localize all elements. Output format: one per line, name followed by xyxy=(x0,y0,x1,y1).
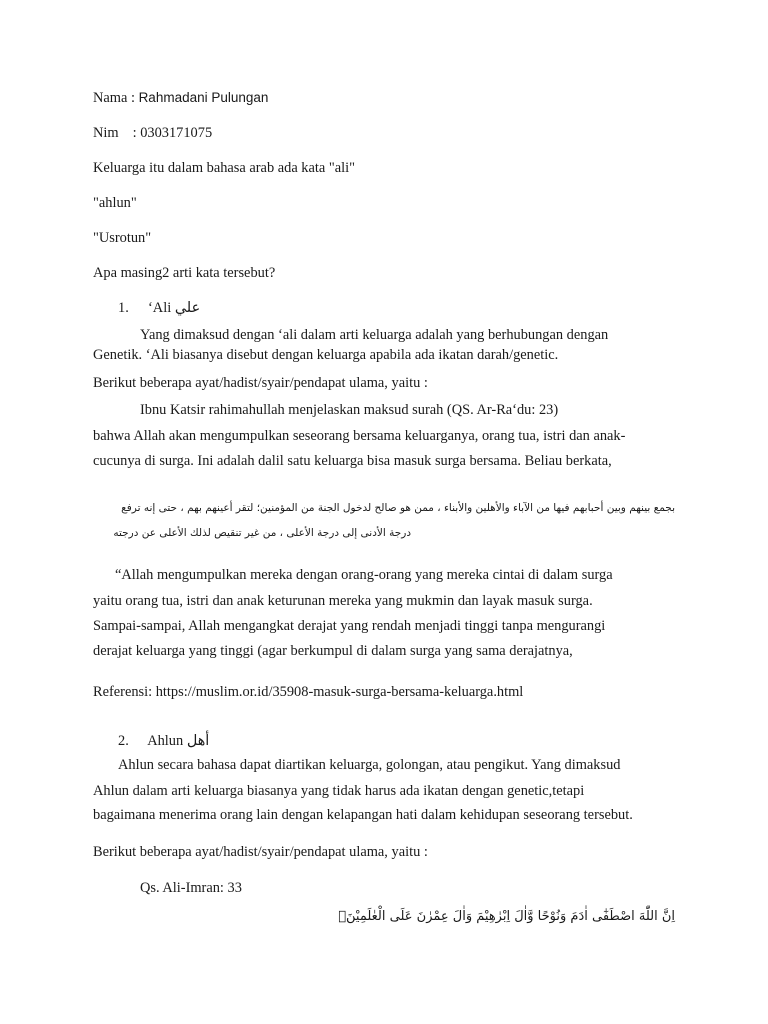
section1-title-arabic: علي xyxy=(174,300,201,316)
arabic-quote-line-1: بجمع بينهم وبين أحبابهم فيها من الآباء والأهلين والأبناء ، ممن هو صالح لدخول الجنة من المؤمنين؛ لتقر أعينهم بهم ، حتى إنه ترفع xyxy=(121,502,675,514)
section1-para-line-2: Genetik. ‘Ali biasanya disebut dengan keluarga apabila ada ikatan darah/genetic. xyxy=(93,347,559,363)
section2-title: Ahlun xyxy=(147,733,184,749)
translation-line-3: Sampai-sampai, Allah mengangkat derajat yang rendah menjadi tinggi tanpa mengurangi xyxy=(93,618,606,634)
name-label: Nama : xyxy=(93,90,139,106)
section1-title: ‘Ali xyxy=(148,300,172,316)
intro-line-2: "ahlun" xyxy=(93,195,137,211)
section2-para-line-1: Ahlun secara bahasa dapat diartikan keluarga, golongan, atau pengikut. Yang dimaksud xyxy=(118,757,621,773)
ibnu-katsir-line-3: cucunya di surga. Ini adalah dalil satu keluarga bisa masuk surga bersama. Beliau berkata, xyxy=(93,453,612,469)
intro-line-3: "Usrotun" xyxy=(93,230,152,246)
nim-label: Nim xyxy=(93,125,119,141)
translation-line-4: derajat keluarga yang tinggi (agar berkumpul di dalam surga yang sama derajatnya, xyxy=(93,643,573,659)
name-line xyxy=(93,89,268,107)
arabic-quote-line-2: درجة الأدنى إلى درجة الأعلى ، من غير تنقيص لذلك الأعلى عن درجته xyxy=(113,527,411,539)
qs-reference: Qs. Ali-Imran: 33 xyxy=(140,880,242,896)
section1-berikut: Berikut beberapa ayat/hadist/syair/pendapat ulama, yaitu : xyxy=(93,375,428,391)
intro-question: Apa masing2 arti kata tersebut? xyxy=(93,265,276,281)
quran-ayat: اِنَّ اللّٰهَ اصْطَفٰٓى اٰدَمَ وَنُوْحًا وَّاٰلَ اِبْرٰهِيْمَ وَاٰلَ عِمْرٰنَ عَلَى الْعٰلَمِيْنَۙ xyxy=(338,909,675,924)
section2-heading xyxy=(118,732,209,750)
section2-para-line-3: bagaimana menerima orang lain dengan kelapangan hati dalam kehidupan seseorang tersebut. xyxy=(93,807,633,823)
section1-para-line-1: Yang dimaksud dengan ‘ali dalam arti keluarga adalah yang berhubungan dengan xyxy=(140,327,609,343)
section2-para-line-2: Ahlun dalam arti keluarga biasanya yang tidak harus ada ikatan dengan genetic,tetapi xyxy=(93,783,585,799)
translation-line-2: yaitu orang tua, istri dan anak keturunan mereka yang mukmin dan layak masuk surga. xyxy=(93,593,593,609)
ibnu-katsir-line-2: bahwa Allah akan mengumpulkan seseorang bersama keluarganya, orang tua, istri dan anak- xyxy=(93,428,626,444)
nim-value: : 0303171075 xyxy=(132,125,213,141)
name-value: Rahmadani Pulungan xyxy=(138,90,269,105)
section1-heading xyxy=(118,299,200,317)
intro-line-1: Keluarga itu dalam bahasa arab ada kata "ali" xyxy=(93,160,355,176)
section2-title-arabic: أهل xyxy=(186,733,210,749)
section2-berikut: Berikut beberapa ayat/hadist/syair/pendapat ulama, yaitu : xyxy=(93,844,428,860)
nim-line xyxy=(93,124,212,142)
ibnu-katsir-line-1: Ibnu Katsir rahimahullah menjelaskan maksud surah (QS. Ar-Ra‘du: 23) xyxy=(140,402,559,418)
referensi-line: Referensi: https://muslim.or.id/35908-masuk-surga-bersama-keluarga.html xyxy=(93,684,524,700)
translation-line-1: “Allah mengumpulkan mereka dengan orang-orang yang mereka cintai di dalam surga xyxy=(115,567,613,583)
section2-number: 2. xyxy=(118,733,129,749)
section1-number: 1. xyxy=(118,300,129,316)
